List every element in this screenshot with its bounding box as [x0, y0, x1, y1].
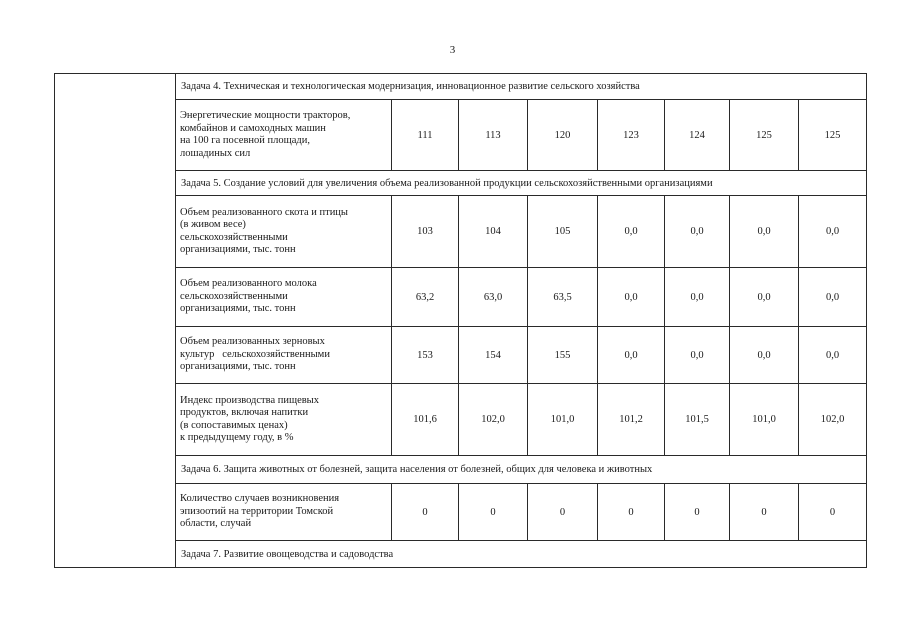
indicator-value: 105	[528, 196, 598, 268]
indicator-value: 104	[459, 196, 528, 268]
indicator-name	[176, 484, 392, 541]
indicator-name	[176, 384, 392, 456]
indicator-name	[176, 196, 392, 268]
indicator-value: 102,0	[459, 384, 528, 456]
indicator-row	[55, 268, 867, 327]
indicator-name-line: организациями, тыс. тонн	[180, 303, 296, 315]
indicator-row	[55, 484, 867, 541]
indicator-name-line: Количество случаев возникновения	[180, 493, 340, 505]
indicator-value: 63,2	[392, 268, 459, 327]
indicator-value: 0	[799, 484, 867, 541]
indicator-value: 101,0	[730, 384, 799, 456]
indicator-value: 103	[392, 196, 459, 268]
indicator-name-line: лошадиных сил	[180, 147, 251, 159]
indicator-name-line: Энергетические мощности тракторов,	[180, 110, 351, 121]
indicator-value: 0,0	[799, 327, 867, 384]
indicator-value: 102,0	[799, 384, 867, 456]
indicator-name	[176, 268, 392, 327]
task-row	[55, 456, 867, 484]
indicator-name-line: Индекс производства пищевых	[180, 394, 319, 406]
indicator-value: 63,0	[459, 268, 528, 327]
indicator-name-line: области, случай	[180, 518, 252, 530]
indicator-name-line: продуктов, включая напитки	[180, 407, 309, 418]
indicator-value: 0	[528, 484, 598, 541]
indicator-name-line: (в живом весе)	[180, 219, 246, 230]
indicator-name-line: Объем реализованных зерновых	[180, 336, 325, 348]
empty-first-column	[55, 74, 176, 568]
indicator-value: 0,0	[598, 268, 665, 327]
indicator-value: 0,0	[665, 196, 730, 268]
indicator-name-line: культур сельскохозяйственными	[180, 348, 330, 360]
task-row	[55, 74, 867, 100]
indicator-name-line: к предыдущему году, в %	[180, 432, 294, 443]
indicator-value: 124	[665, 100, 730, 171]
indicator-name-line: организациями, тыс. тонн	[180, 361, 296, 373]
indicator-name-line: организациями, тыс. тонн	[180, 244, 296, 255]
indicator-value: 0	[459, 484, 528, 541]
indicator-value: 155	[528, 327, 598, 384]
indicator-value: 0,0	[598, 196, 665, 268]
indicator-name-line: комбайнов и самоходных машин	[180, 122, 326, 134]
task-heading: Задача 6. Защита животных от болезней, защита населения от болезней, общих для человека и животных	[176, 456, 867, 484]
indicator-value: 0	[730, 484, 799, 541]
indicators-table	[54, 73, 867, 568]
indicator-name-line: на 100 га посевной площади,	[180, 135, 310, 146]
indicator-name-line: Объем реализованного молока	[180, 278, 317, 290]
indicator-value: 101,2	[598, 384, 665, 456]
indicator-name	[176, 100, 392, 171]
indicator-value: 125	[730, 100, 799, 171]
indicator-value: 125	[799, 100, 867, 171]
indicator-name-line: эпизоотий на территории Томской	[180, 505, 334, 517]
indicator-value: 113	[459, 100, 528, 171]
indicator-name-line: сельскохозяйственными	[180, 290, 288, 302]
indicator-name-line: (в сопоставимых ценах)	[180, 419, 288, 431]
indicator-value: 0,0	[598, 327, 665, 384]
indicator-value: 120	[528, 100, 598, 171]
indicator-value: 101,5	[665, 384, 730, 456]
task-row	[55, 171, 867, 196]
indicator-name-line: сельскохозяйственными	[180, 231, 288, 243]
task-heading: Задача 5. Создание условий для увеличения объема реализованной продукции сельскохозяйственными организациями	[176, 171, 867, 196]
indicator-value: 0	[392, 484, 459, 541]
page-number: 3	[449, 44, 456, 56]
indicator-value: 101,6	[392, 384, 459, 456]
indicator-value: 0,0	[799, 196, 867, 268]
indicator-value: 0,0	[730, 268, 799, 327]
indicator-value: 0,0	[665, 268, 730, 327]
indicator-row	[55, 100, 867, 171]
indicator-name	[176, 327, 392, 384]
indicator-value: 101,0	[528, 384, 598, 456]
indicator-name-line: Объем реализованного скота и птицы	[180, 206, 348, 218]
indicator-value: 0,0	[730, 196, 799, 268]
task-heading: Задача 7. Развитие овощеводства и садоводства	[176, 541, 867, 568]
indicator-value: 0,0	[799, 268, 867, 327]
task-heading: Задача 4. Техническая и технологическая модернизация, инновационное развитие сельского хозяйства	[176, 74, 867, 100]
indicator-value: 0,0	[665, 327, 730, 384]
indicator-value: 111	[392, 100, 459, 171]
indicator-row	[55, 384, 867, 456]
indicator-value: 123	[598, 100, 665, 171]
indicator-value: 63,5	[528, 268, 598, 327]
indicator-row	[55, 327, 867, 384]
indicator-value: 154	[459, 327, 528, 384]
indicator-value: 0	[598, 484, 665, 541]
task-row	[55, 541, 867, 568]
indicator-value: 0	[665, 484, 730, 541]
indicator-value: 153	[392, 327, 459, 384]
indicator-value: 0,0	[730, 327, 799, 384]
indicator-row	[55, 196, 867, 268]
